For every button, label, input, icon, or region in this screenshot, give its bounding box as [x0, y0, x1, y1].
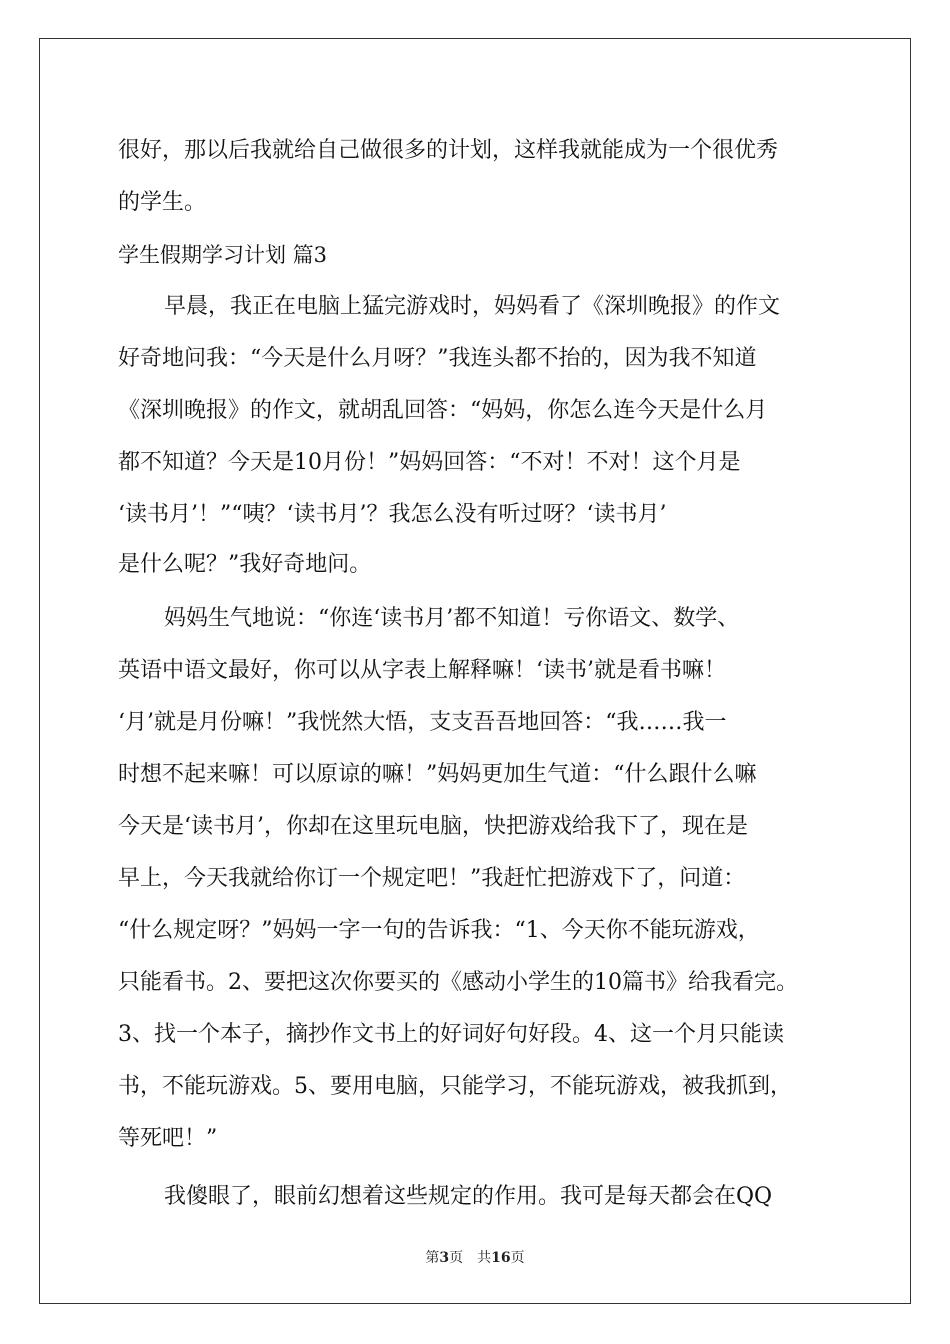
paragraph-line: 等死吧！” — [118, 1126, 218, 1151]
page-footer — [0, 1247, 950, 1267]
paragraph-line: 只能看书。2、要把这次你要买的《感动小学生的10篇书》给我看完。 — [118, 970, 798, 995]
paragraph-line: 好奇地问我：“今天是什么月呀？”我连头都不抬的，因为我不知道 — [118, 346, 757, 371]
paragraph-line: ‘月’就是月份嘛！”我恍然大悟，支支吾吾地回答：“我……我一 — [118, 710, 727, 735]
paragraph-line: 妈妈生气地说：“你连‘读书月’都不知道！亏你语文、数学、 — [164, 606, 740, 631]
footer-page-suffix: 页 — [510, 1250, 525, 1266]
paragraph-line: 早晨，我正在电脑上猛完游戏时，妈妈看了《深圳晚报》的作文 — [164, 294, 781, 319]
paragraph-line: 3、找一个本子，摘抄作文书上的好词好句好段。4、这一个月只能读 — [118, 1022, 784, 1047]
paragraph-line: ‘读书月’！”“咦？‘读书月’？我怎么没有听过呀？‘读书月’ — [118, 502, 667, 527]
paragraph-line: “什么规定呀？”妈妈一字一句的告诉我：“1、今天你不能玩游戏， — [118, 918, 760, 943]
document-body — [118, 125, 853, 1223]
footer-page-total: 16 — [491, 1250, 511, 1266]
paragraph-line: 都不知道？今天是10月份！”妈妈回答：“不对！不对！这个月是 — [118, 450, 741, 475]
section-title: 学生假期学习计划 篇3 — [118, 243, 328, 267]
body-line: 很好，那以后我就给自己做很多的计划，这样我就能成为一个很优秀 — [118, 138, 779, 163]
footer-page-mid: 页 共 — [449, 1250, 492, 1266]
footer-page-prefix: 第 — [425, 1250, 440, 1266]
paragraph-line: 早上，今天我就给你订一个规定吧！”我赶忙把游戏下了，问道： — [118, 866, 746, 891]
paragraph-line: 今天是‘读书月’，你却在这里玩电脑，快把游戏给我下了，现在是 — [118, 814, 748, 839]
paragraph-line: 时想不起来嘛！可以原谅的嘛！”妈妈更加生气道：“什么跟什么嘛 — [118, 762, 757, 787]
paragraph-line: 是什么呢？”我好奇地问。 — [118, 552, 372, 577]
paragraph-line: 《深圳晚报》的作文，就胡乱回答：“妈妈，你怎么连今天是什么月 — [118, 398, 768, 423]
paragraph-line: 我傻眼了，眼前幻想着这些规定的作用。我可是每天都会在QQ — [164, 1184, 773, 1209]
paragraph-line: 英语中语文最好，你可以从字表上解释嘛！‘读书’就是看书嘛！ — [118, 658, 726, 683]
paragraph-line: 书，不能玩游戏。5、要用电脑，只能学习，不能玩游戏，被我抓到， — [118, 1074, 792, 1099]
footer-page-current: 3 — [439, 1250, 450, 1266]
body-line: 的学生。 — [118, 190, 207, 215]
